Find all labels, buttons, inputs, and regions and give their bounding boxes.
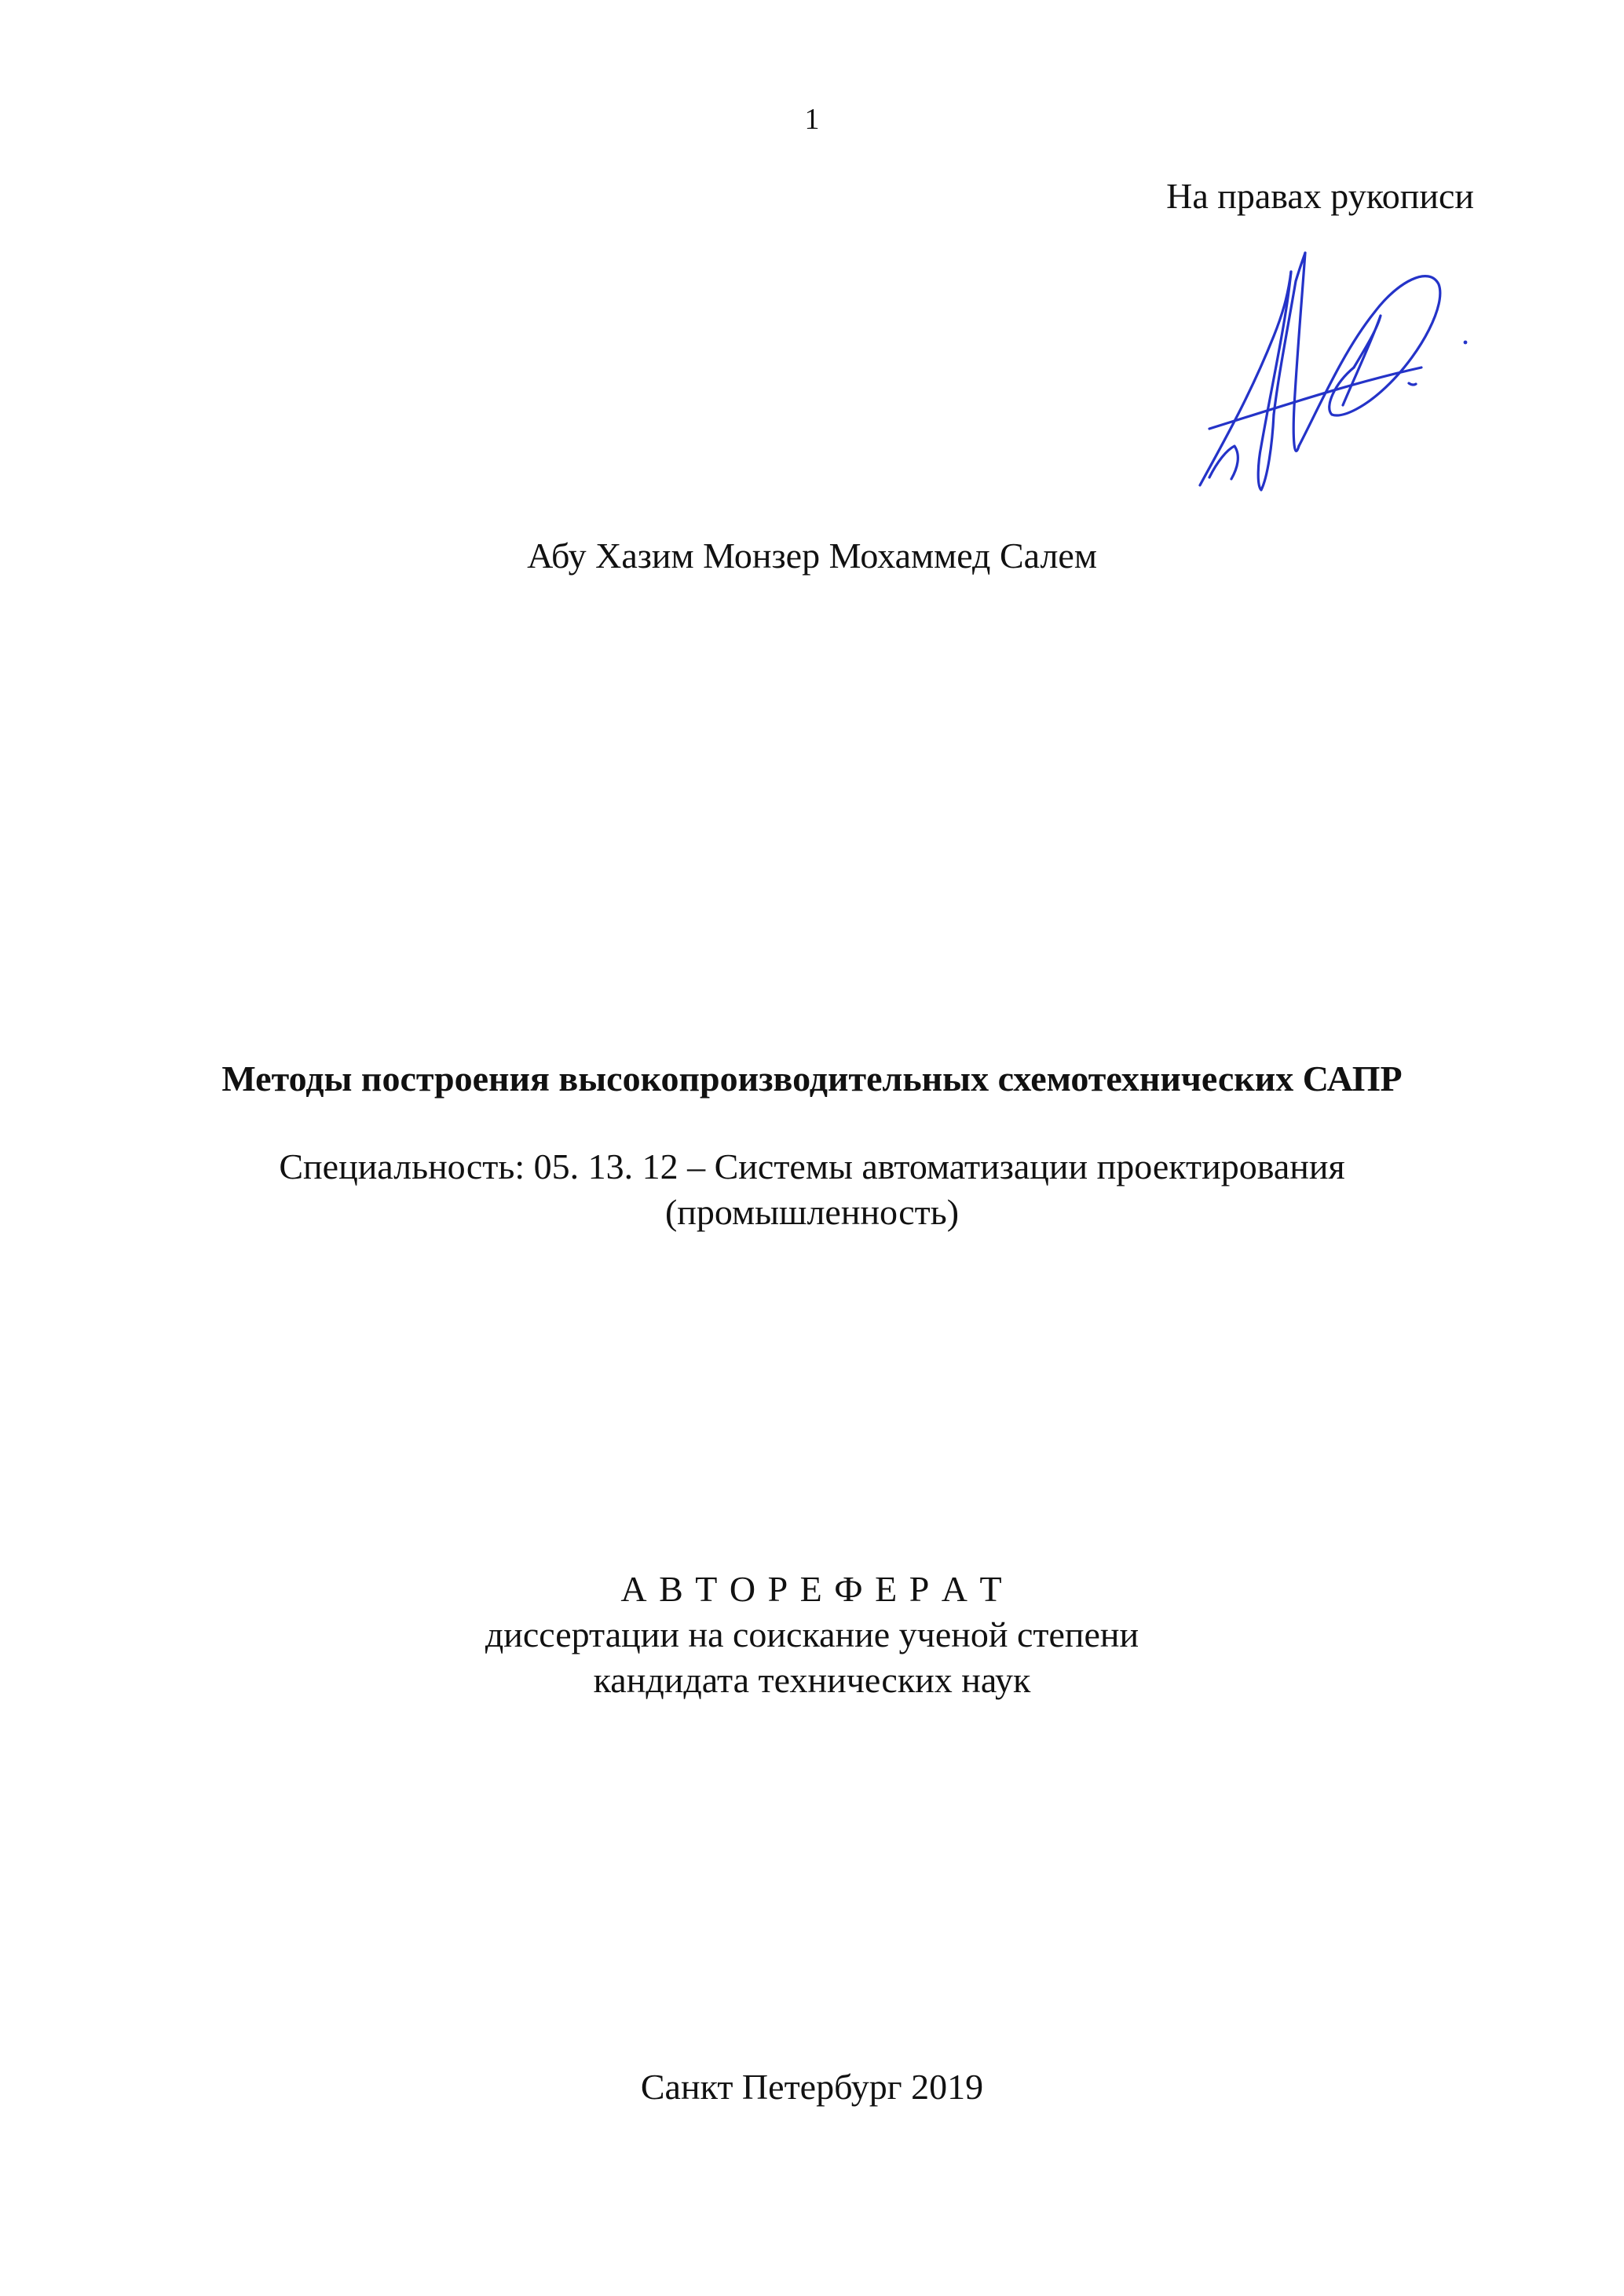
document-description-line-1: диссертации на соискание ученой степени	[485, 1614, 1139, 1654]
city-and-year: Санкт Петербург 2019	[640, 2067, 984, 2107]
document-description-line-2: кандидата технических наук	[593, 1660, 1031, 1700]
document-type: А В Т О Р Е Ф Е Р А Т	[620, 1569, 1004, 1609]
rights-note: На правах рукописи	[1166, 176, 1474, 216]
handwritten-signature-icon	[1186, 250, 1500, 517]
author-name: Абу Хазим Монзер Мохаммед Салем	[527, 536, 1097, 576]
specialty-line-2: (промышленность)	[664, 1192, 960, 1232]
dissertation-title: Методы построения высокопроизводительных схемотехнических САПР	[221, 1058, 1403, 1099]
specialty-line-1: Специальность: 05. 13. 12 – Системы автоматизации проектирования	[279, 1146, 1345, 1186]
page-number: 1	[804, 103, 820, 136]
